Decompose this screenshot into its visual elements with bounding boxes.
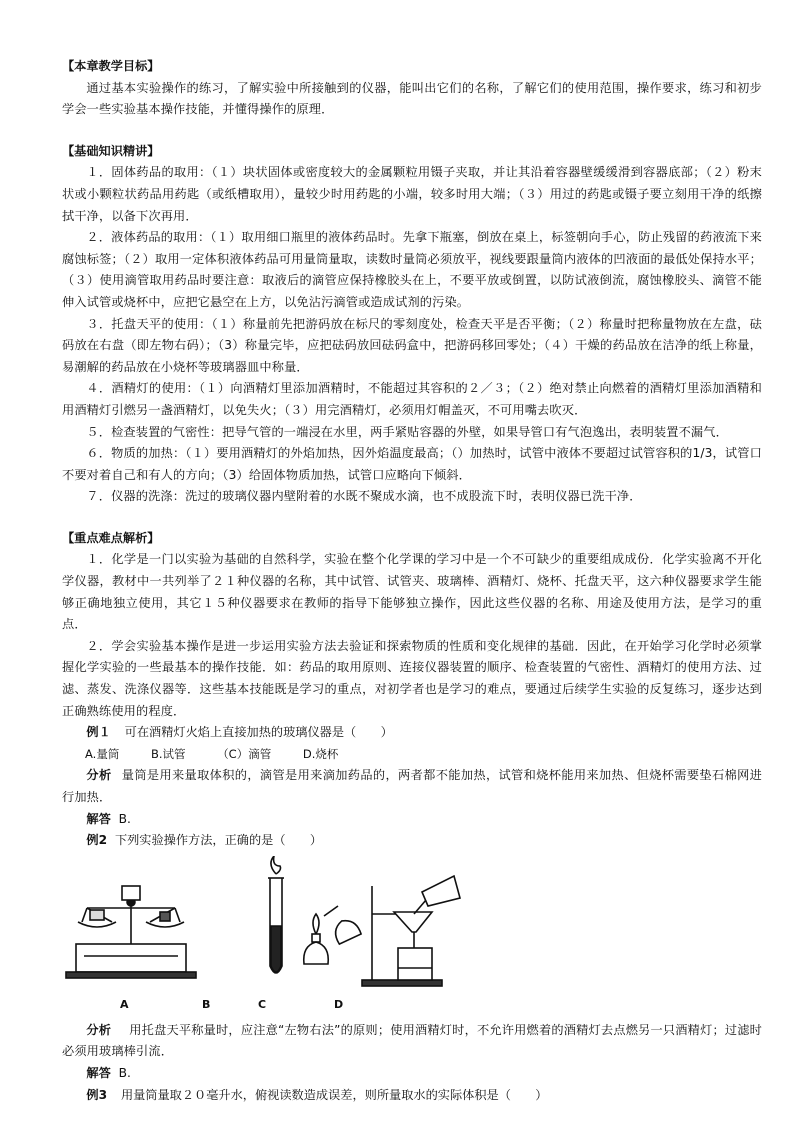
basics-item-6: ６．物质的加热：（１）要用酒精灯的外焰加热，因外焰温度最高；（）加热时，试管中液体不要超过试管容积的1/3，试管口不要对着自己和有人的方向；（3）给固体物质加热，试管口应略向下倾斜．: [62, 446, 762, 482]
option-b: B.试管: [150, 746, 186, 761]
goals-paragraph: 通过基本实验操作的练习，了解实验中所接触到的仪器，能叫出它们的名称，了解它们的使用范围，操作要求，练习和初步学会一些实验基本操作技能，并懂得操作的原理．: [62, 80, 762, 117]
analysis-label: 分析: [86, 768, 112, 783]
figure-label-b: B: [202, 997, 211, 1011]
basics-item-7: ７．仪器的洗涤：洗过的玻璃仪器内壁附着的水既不聚成水滴，也不成股流下时，表明仪器已洗干净．: [86, 489, 642, 504]
option-d: D.烧杯: [302, 746, 339, 761]
analysis-label: 分析: [86, 1022, 112, 1037]
figure-label-a: A: [120, 997, 129, 1011]
example-1-analysis: [62, 765, 762, 808]
example-1-question: [62, 722, 762, 744]
option-a: A.量筒: [85, 746, 120, 761]
basics-item-2: ２．液体药品的取用：（１）取用细口瓶里的液体药品时。先拿下瓶塞，倒放在桌上，标签朝向手心，防止残留的药液流下来腐蚀标签；（２）取用一定体积液体药品可用量筒量取，读数时量筒必须放平，视线要跟量筒内液体的凹液面的最低处保持水平；（３）使用滴管取用药品时要注意：取液后的滴管应保持橡胶头在上，不要平放或倒置，以防试液倒流，腐蚀橡胶头、滴管不能伸入试管或烧杯中，应把它悬空在上方，以免沾污滴管或造成试剂的污染。: [62, 230, 762, 309]
basics-item-1: １．固体药品的取用：（１）块状固体或密度较大的金属颗粒用镊子夹取，并让其沿着容器壁缓缓滑到容器底部；（２）粉末状或小颗粒状药品用药匙（或纸槽取用），量较少时用药匙的小端，较多时用大端；（３）用过的药匙或镊子要立刻用干净的纸擦拭干净，以备下次再用．: [62, 165, 762, 223]
section-title-goals: 【本章教学目标】: [62, 59, 160, 73]
example-2-question: [62, 830, 762, 852]
keypoints-item-1: １．化学是一门以实验为基础的自然科学，实验在整个化学课的学习中是一个不可缺少的重要组成成份．化学实验离不开化学仪器，教材中一共列举了２１种仪器的名称，其中试管、试管夹、玻璃棒、酒精灯、烧杯、托盘天平，这六种仪器要求学生能够正确地独立使用，其它１５种仪器要求在教师的指导下能够独立操作，因此这些仪器的名称、用途及使用方法，是学习的重点．: [62, 552, 762, 632]
example-2-figure: [62, 856, 762, 1011]
test-tube-icon: [268, 856, 284, 973]
example-3-text: 用量筒量取２０毫升水，俯视读数造成误差，则所量取水的实际体积是（ ）: [120, 1087, 548, 1102]
figure-label-d: D: [334, 997, 344, 1011]
example-2-analysis: [62, 1020, 762, 1063]
section-title-keypoints: 【重点难点解析】: [62, 530, 160, 545]
lab-apparatus-illustration: [62, 856, 762, 991]
basics-item-3: ３．托盘天平的使用：（１）称量前先把游码放在标尺的零刻度处，检查天平是否平衡；（２）称量时把称量物放在左盘，砝码放在右盘（即左物右码）；（3）称量完毕，应把砝码放回砝码盒中，把游码移回零处；（４）干燥的药品放在洁净的纸上称量，易潮解的药品放在小烧杯等玻璃器皿中称量．: [62, 316, 762, 374]
answer-label: 解答: [86, 1065, 111, 1080]
keypoints-item-2: ２．学会实验基本操作是进一步运用实验方法去验证和探索物质的性质和变化规律的基础．因此，在开始学习化学时必须掌握化学实验的一些最基本的操作技能．如：药品的取用原则、连接仪器装置的顺序、检查装置的气密性、酒精灯的使用方法、过滤、蒸发、洗涤仪器等．这些基本技能既是学习的重点，对初学者也是学习的难点，要通过后续学生实验的反复练习，逐步达到正确熟练使用的程度．: [62, 638, 762, 718]
example-1-text: 可在酒精灯火焰上直接加热的玻璃仪器是（ ）: [124, 725, 393, 740]
basics-item-4: ４．酒精灯的使用：（１）向酒精灯里添加酒精时，不能超过其容积的２／３；（２）绝对禁止向燃着的酒精灯里添加酒精和用酒精灯引燃另一盏酒精灯，以免失火；（３）用完酒精灯，必须用灯帽盖灭，不可用嘴去吹灭．: [62, 381, 762, 417]
analysis-text: 量筒是用来量取体积的，滴管是用来滴加药品的，两者都不能加热，试管和烧杯能用来加热、但烧杯需要垫石棉网进行加热．: [62, 768, 762, 804]
basics-item-5: ５．检查装置的气密性：把导气管的一端浸在水里，两手紧贴容器的外壁，如果导管口有气泡逸出，表明装置不漏气．: [86, 424, 728, 439]
analysis-text: 用托盘天平称量时，应注意“左物右法”的原则；使用酒精灯时，不允许用燃着的酒精灯去点燃另一只酒精灯；过滤时必须用玻璃棒引流．: [62, 1022, 762, 1059]
example-1-label: 例１: [86, 725, 111, 740]
example-3-question: [62, 1085, 762, 1107]
example-2-text: 下列实验操作方法，正确的是（ ）: [114, 833, 323, 848]
document-page: [62, 56, 762, 1106]
example-2-label: 例2: [86, 833, 108, 848]
figure-label-c: C: [258, 997, 267, 1011]
answer-label: 解答: [86, 811, 111, 826]
balance-scale-icon: [66, 886, 196, 978]
example-1-options: [62, 744, 762, 766]
answer-text: B.: [118, 1065, 131, 1080]
example-3-label: 例3: [86, 1087, 108, 1102]
alcohol-lamp-icon: [304, 906, 362, 964]
example-2-answer: [62, 1063, 762, 1085]
section-title-basics: 【基础知识精讲】: [62, 143, 160, 158]
filtration-setup-icon: [362, 876, 460, 986]
option-c: （C）滴管: [217, 746, 272, 761]
answer-text: B.: [118, 811, 131, 826]
example-1-answer: [62, 809, 762, 831]
